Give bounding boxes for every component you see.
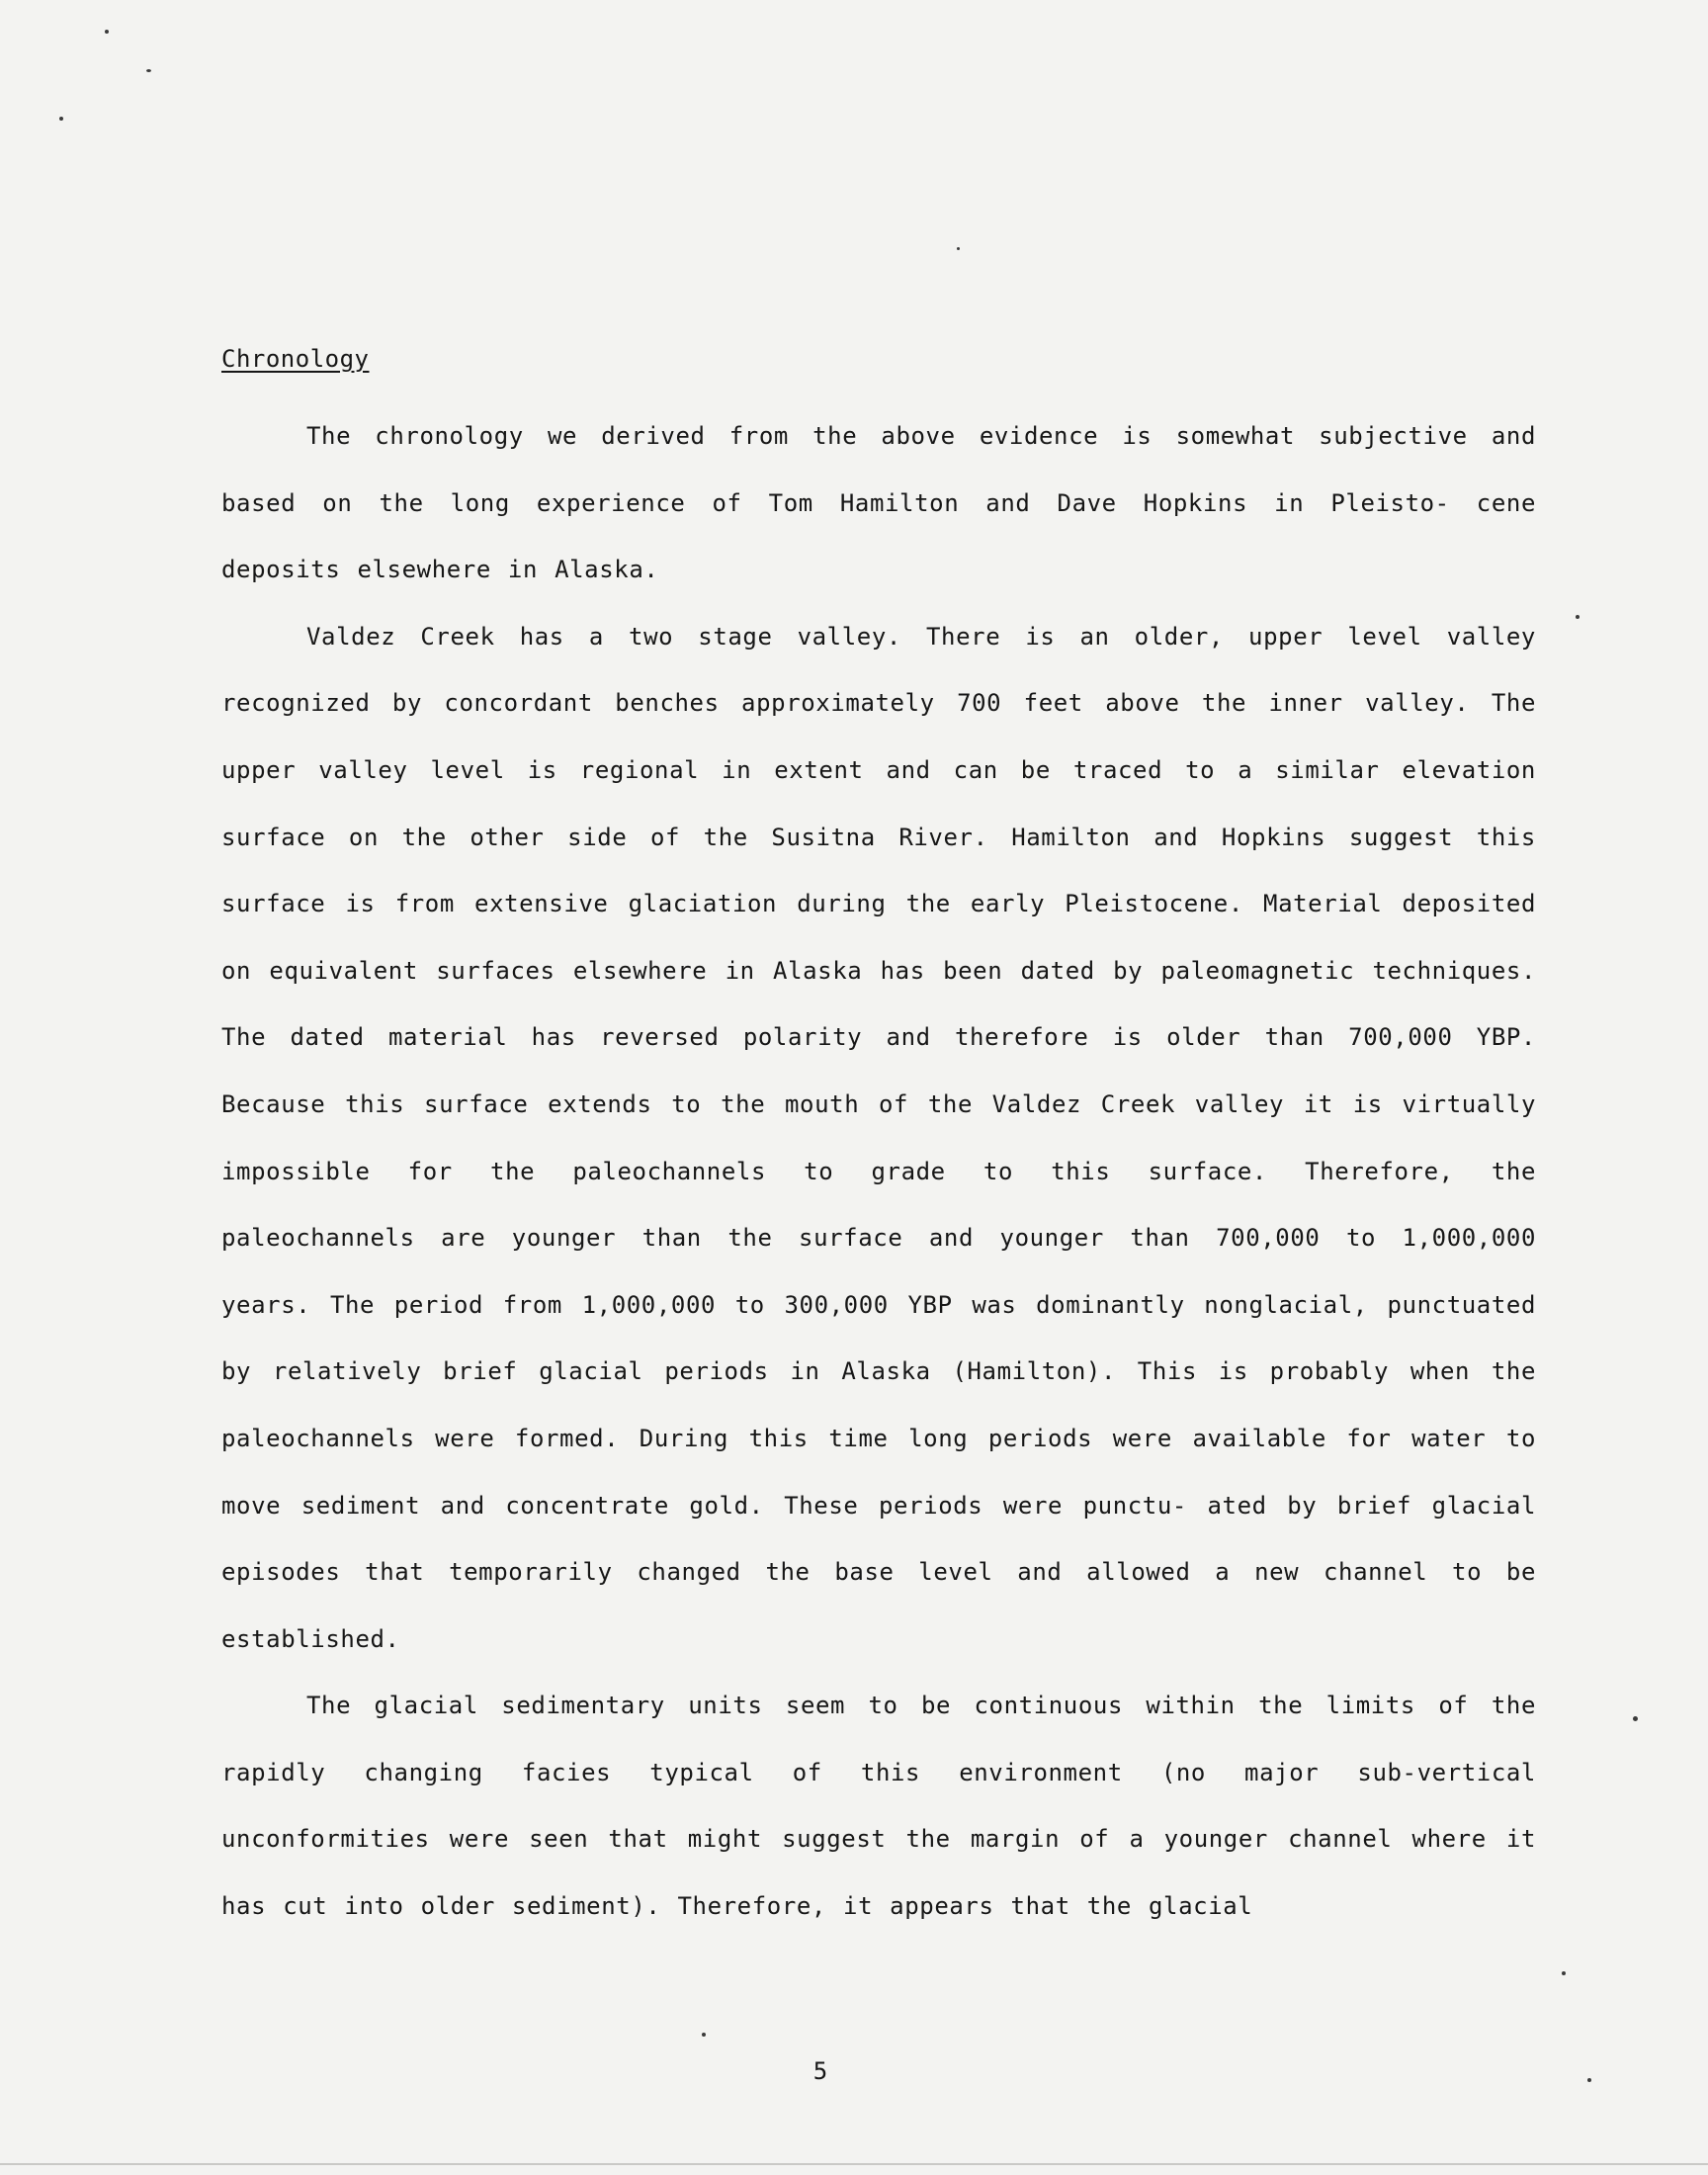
- body-text: [221, 403, 1536, 1941]
- paragraph-glacial-units: The glacial sedimentary units seem to be continuous within the limits of the rapidly changing facies typical of this environment (no major sub-vertical unconformities were seen that might suggest the margin of a younger channel where it has cut into older sediment). Therefore, it appears that the glacial: [221, 1692, 1536, 1921]
- page-number: 5: [812, 2057, 828, 2085]
- scan-edge: [0, 2163, 1708, 2165]
- scan-speck: [146, 69, 151, 72]
- scan-speck: [1633, 1716, 1638, 1721]
- scan-speck: [105, 30, 109, 34]
- scan-speck: [59, 117, 63, 121]
- scan-speck: [1562, 1971, 1566, 1975]
- scan-speck: [702, 2033, 706, 2037]
- paragraph-chronology-intro: The chronology we derived from the above evidence is somewhat subjective and based on the long experience of Tom Hamilton and Dave Hopkins in Pleisto- cene deposits elsewhere in Alaska.: [221, 422, 1536, 584]
- scan-speck: [957, 247, 960, 250]
- scan-speck: [1576, 615, 1580, 619]
- scan-speck: [1587, 2078, 1591, 2082]
- section-heading: Chronology: [221, 345, 370, 373]
- paragraph-valdez-creek: Valdez Creek has a two stage valley. There is an older, upper level valley recognized by concordant benches approximately 700 feet above the inner valley. The upper valley level is regional in extent and can be traced to a similar elevation surface on the other side of the Susitna River. Hamilton and Hopkins suggest this surface is from extensive glaciation during the early Pleistocene. Material deposited on equivalent surfaces elsewhere in Alaska has been dated by paleomagnetic techniques. The dated material has reversed polarity and therefore is older than 700,000 YBP. Because this surface extends to the mouth of the Valdez Creek valley it is virtually impossible for the paleochannels to grade to this surface. Therefore, the paleochannels are younger than the surface and younger than 700,000 to 1,000,000 years. The period from 1,000,000 to 300,000 YBP was dominantly nonglacial, punctuated by relatively brief glacial periods in Alaska (Hamilton). This is probably when the paleochannels were formed. During this time long periods were available for water to move sediment and concentrate gold. These periods were punctu- ated by brief glacial episodes that temporarily changed the base level and allowed a new channel to be established.: [221, 622, 1536, 1653]
